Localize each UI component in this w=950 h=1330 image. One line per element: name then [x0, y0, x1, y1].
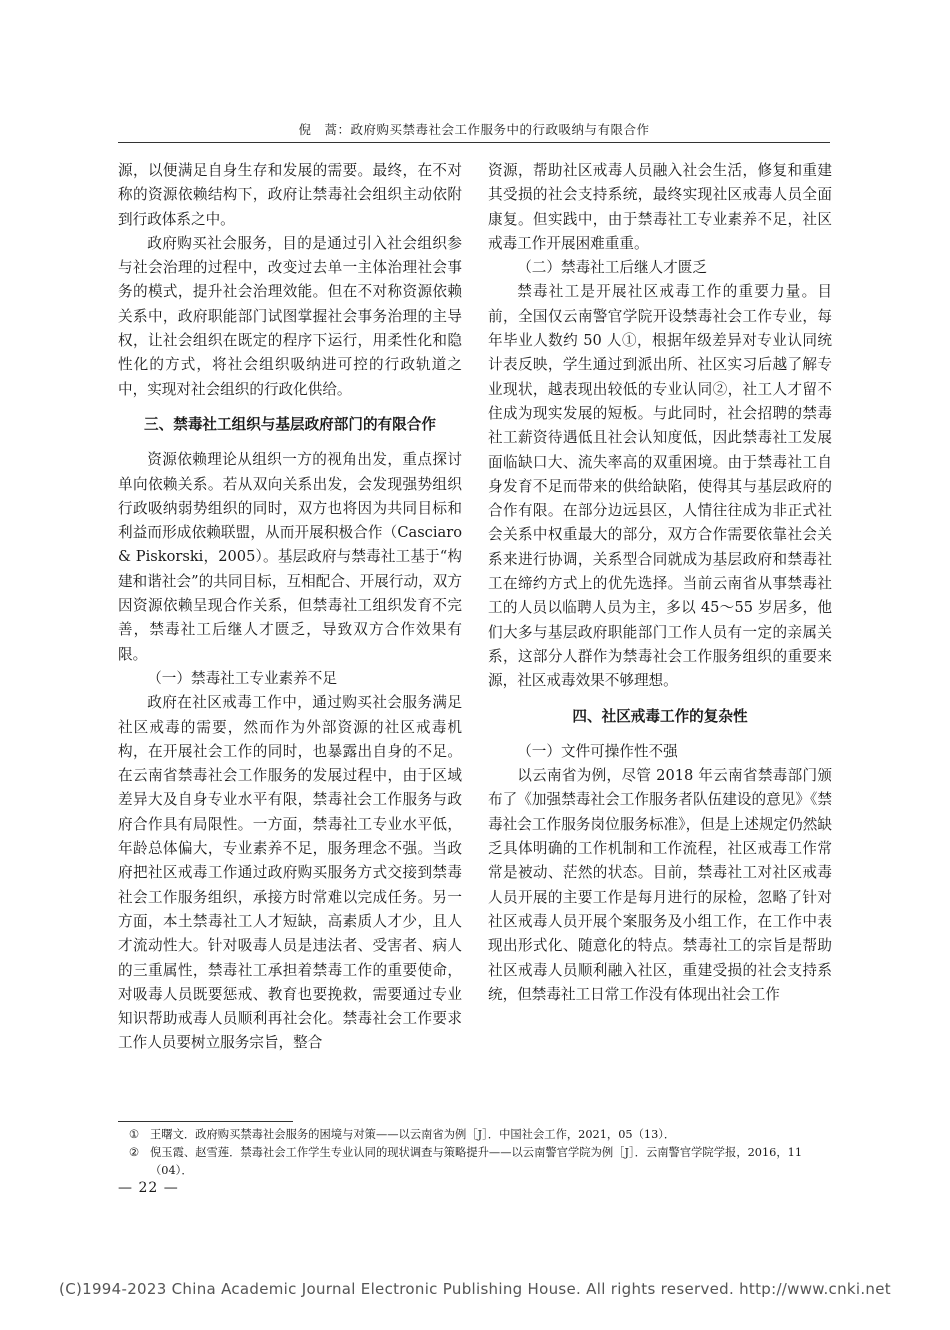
subsection-title: （二）禁毒社工后继人才匮乏 — [517, 259, 707, 277]
paragraph: 以云南省为例，尽管 2018 年云南省禁毒部门颁布了《加强禁毒社会工作服务者队伍建设的意见》《禁毒社会工作服务岗位服务标准》，但是上述规定仍然缺乏具体明确的工作机制和工作流程，社区戒毒工作常常是被动、茫然的状态。目前，禁毒社工对社区戒毒人员开展的主要工作是每月进行的尿检，忽略了针对社区戒毒人员开展个案服务及小组工作，在工作中表现出形式化、随意化的特点。禁毒社工的宗旨是帮助社区戒毒人员顺利融入社区，重建受损的社会支持系统，但禁毒社工日常工作没有体现出社会工作 — [488, 767, 832, 1003]
copyright-notice: (C)1994-2023 China Academic Journal Electronic Publishing House. All rights reserved. http://www.cnki.net — [59, 1280, 891, 1298]
running-title: 倪 蒿：政府购买禁毒社会工作服务中的行政吸纳与有限合作 — [298, 122, 650, 137]
paragraph — [488, 280, 832, 693]
paragraph: 政府在社区戒毒工作中，通过购买社会服务满足社区戒毒的需要，然而作为外部资源的社区戒毒机构，在开展社会工作的同时，也暴露出自身的不足。在云南省禁毒社会工作服务的发展过程中，由于区域差异大及自身专业水平有限，禁毒社会工作服务与政府合作具有局限性。一方面，禁毒社工专业水平低，年龄总体偏大，专业素养不足，服务理念不强。当政府把社区戒毒工作通过政府购买服务方式交接到禁毒社会工作服务组织，承接方时常难以完成任务。另一方面，本土禁毒社工人才短缺，高素质人才少，且人才流动性大。针对吸毒人员是违法者、受害者、病人的三重属性，禁毒社工承担着禁毒工作的重要使命，对吸毒人员既要惩戒、教育也要挽救，需要通过专业知识帮助戒毒人员顺利再社会化。禁毒社会工作要求工作人员要树立服务宗旨，整合 — [118, 694, 462, 1052]
left-column — [118, 159, 462, 1056]
text-run: ，社工人才留不住成为现实发展的短板。与此同时，社会招聘的禁毒社工薪资待遇低且社会认知度低，因此禁毒社工发展面临缺口大、流失率高的双重困境。由于禁毒社工自身发育不足而带来的供给缺陷，使得其与基层政府的合作有限。在部分边远县区，人情往往成为非正式社会关系中权重最大的部分，双方合作需要依靠社会关系来进行协调，关系型合同就成为基层政府和禁毒社工在缔约方式上的优先选择。当前云南省从事禁毒社工的人员以临聘人员为主，多以 45～55 岁居多，他们大多与基层政府职能部门工作人员有一定的亲属关系，这部分人群作为禁毒社会工作服务组织的重要来源，社区戒毒效果不够理想。 — [488, 380, 832, 690]
paragraph: 资源，帮助社区戒毒人员融入社会生活，修复和重建其受损的社会支持系统，最终实现社区戒毒人员全面康复。但实践中，由于禁毒社工专业素养不足，社区戒毒工作开展困难重重。 — [488, 162, 832, 252]
subsection-title: （一）禁毒社工专业素养不足 — [147, 669, 337, 687]
section-title: 四、社区戒毒工作的复杂性 — [572, 707, 748, 725]
page-number: — 22 — — [118, 1180, 179, 1196]
footnote-text: 倪玉霞、赵雪莲．禁毒社会工作学生专业认同的现状调查与策略提升——以云南警官学院为例［J］．云南警官学院学报，2016，11（04）． — [150, 1146, 803, 1177]
header-rule — [118, 142, 830, 143]
paragraph: 政府购买社会服务，目的是通过引入社会组织参与社会治理的过程中，改变过去单一主体治理社会事务的模式，提升社会治理效能。但在不对称资源依赖关系中，政府职能部门试图掌握社会事务治理的主导权，让社会组织在既定的程序下运行，用柔性化和隐性化的方式，将社会组织吸纳进可控的行政轨道之中，实现对社会组织的行政化供给。 — [118, 234, 462, 398]
subsection-title: （一）文件可操作性不强 — [517, 742, 678, 760]
footnote-1 — [118, 1126, 830, 1144]
footnote-mark: ② — [128, 1146, 140, 1159]
paragraph: 源，以便满足自身生存和发展的需要。最终，在不对称的资源依赖结构下，政府让禁毒社会组织主动依附到行政体系之中。 — [118, 162, 462, 228]
text-run: ，根据年级差异对专业认同统计表反映，学生通过到派出所、社区实习后越了解专业现状，越表现出较低的专业认同 — [488, 332, 832, 398]
text-run: 禁毒社工是开展社区戒毒工作的重要力量。目前，全国仅云南警官学院开设禁毒社会工作专业，每年毕业人数约 50 人 — [488, 283, 832, 350]
footnote-2 — [118, 1144, 830, 1180]
section-title: 三、禁毒社工组织与基层政府部门的有限合作 — [144, 415, 436, 433]
footnote-rule — [118, 1121, 293, 1122]
paragraph: 资源依赖理论从组织一方的视角出发，重点探讨单向依赖关系。若从双向关系出发，会发现强势组织行政吸纳弱势组织的同时，双方也将因为共同目标和利益而形成依赖联盟，从而开展积极合作（Casciaro & Piskorski，2005）。基层政府与禁毒社工基于“构建和谐社会”的共同目标，互相配合、开展行动，双方因资源依赖呈现合作关系，但禁毒社工组织发育不完善，禁毒社工后继人才匮乏，导致双方合作效果有限。 — [118, 451, 462, 663]
footnote-mark: ① — [128, 1128, 140, 1141]
right-column — [488, 159, 832, 1007]
footnote-ref-2[interactable]: ② — [712, 380, 728, 398]
footnote-ref-1[interactable]: ① — [621, 332, 637, 350]
footnote-text: 王曙文．政府购买禁毒社会服务的困境与对策——以云南省为例［J］．中国社会工作，2021，05（13）． — [150, 1128, 676, 1141]
footnotes — [118, 1126, 830, 1180]
